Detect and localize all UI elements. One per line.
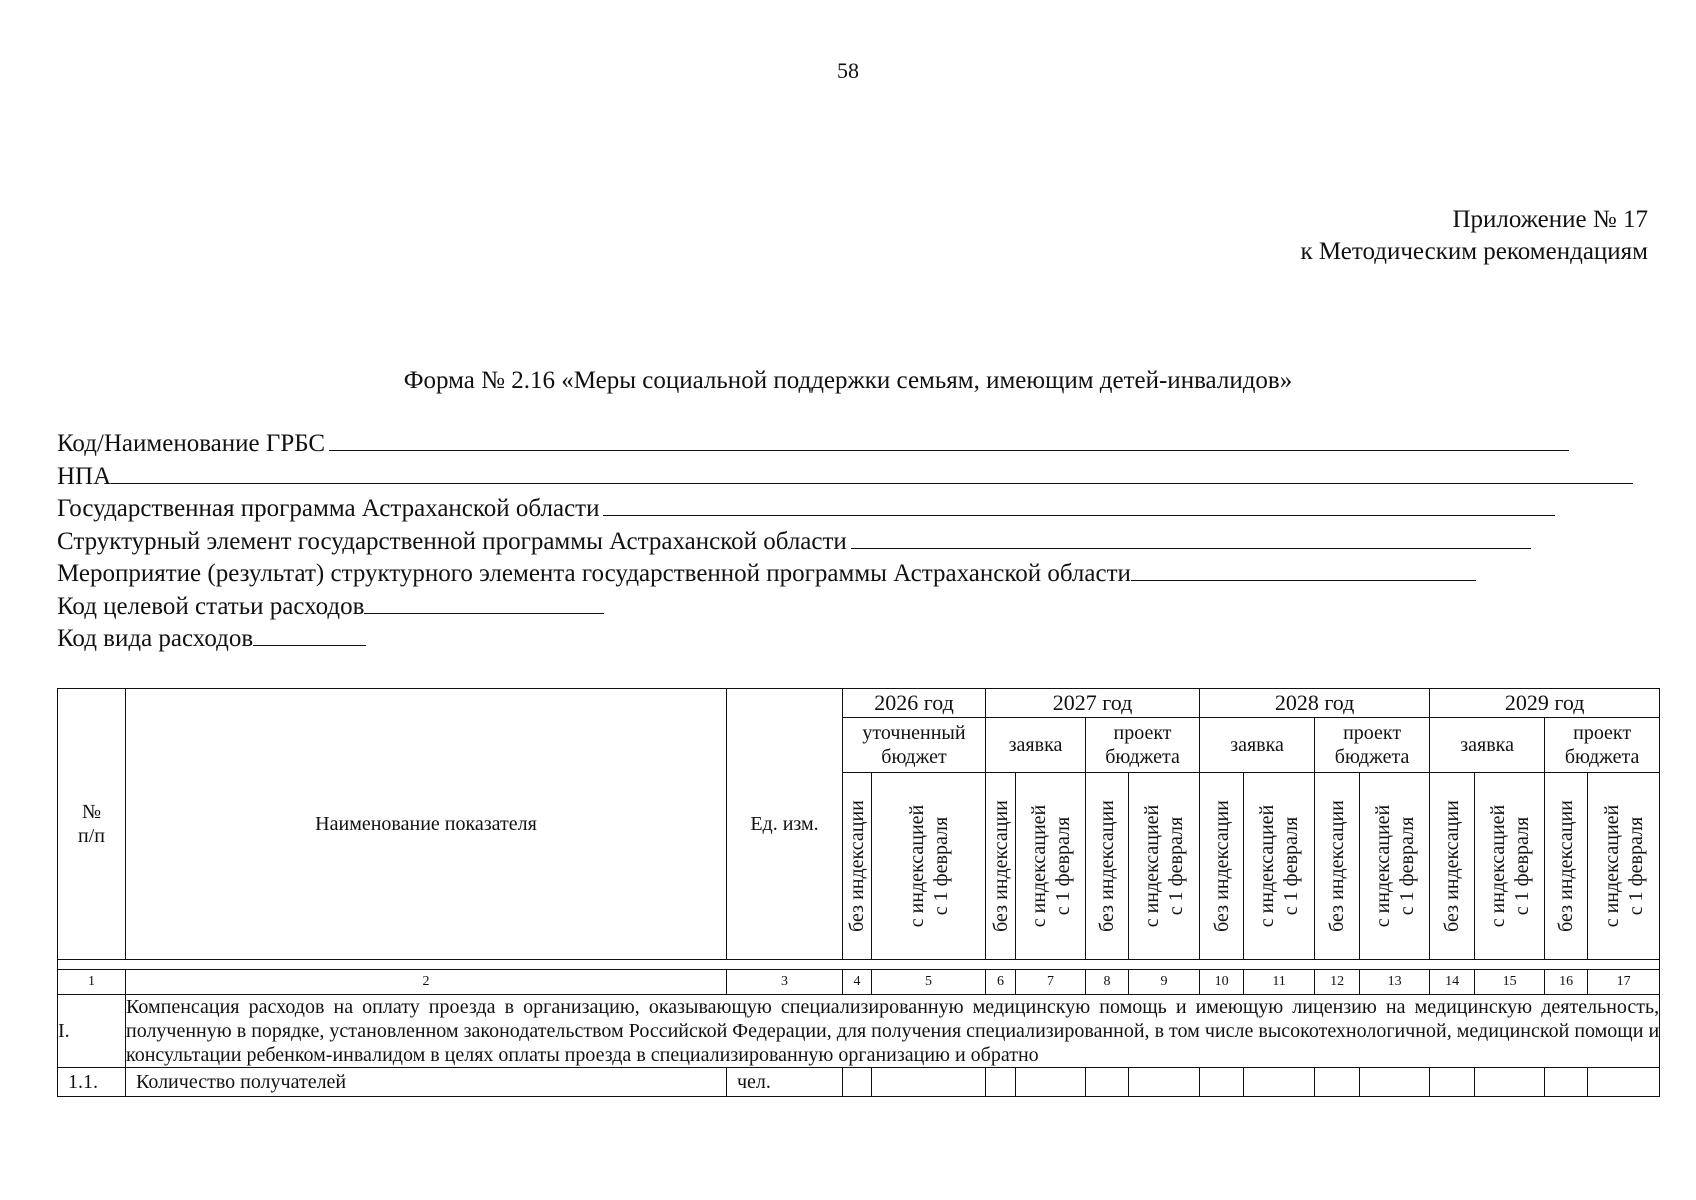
column-number: 12 [1315, 970, 1360, 995]
vertical-label: без индексации [1096, 800, 1119, 932]
value-cell[interactable] [843, 1068, 872, 1097]
field-npa-blank[interactable] [111, 461, 1633, 484]
header-year-2029: 2029 год [1430, 689, 1660, 718]
header-with-indexation [1475, 773, 1545, 960]
header-year-2028: 2028 год [1200, 689, 1430, 718]
vertical-label: без индексации [989, 800, 1012, 932]
column-number: 2 [126, 970, 727, 995]
vertical-label: без индексации [1326, 800, 1349, 932]
column-number: 13 [1360, 970, 1430, 995]
field-structural-element [57, 526, 1633, 559]
value-cell[interactable] [1016, 1068, 1086, 1097]
vertical-label-line-2: с 1 февраля [1051, 816, 1074, 916]
vertical-label: без индексации [846, 800, 868, 932]
column-number: 6 [986, 970, 1016, 995]
appendix-heading [1300, 204, 1648, 268]
field-grbs-blank[interactable] [329, 428, 1569, 451]
vertical-label [1600, 805, 1648, 928]
field-npa [57, 461, 1633, 494]
header-2026-refined-budget: уточненный бюджет [843, 718, 986, 773]
value-cell[interactable] [1360, 1068, 1430, 1097]
row-num: 1.1. [58, 1068, 126, 1097]
header-2029-request: заявка [1430, 718, 1545, 773]
vertical-label-line-1: с индексацией [1486, 804, 1509, 928]
vertical-label [1140, 805, 1188, 928]
vertical-label-line-2: с 1 февраля [1165, 816, 1188, 916]
column-number: 8 [1086, 970, 1129, 995]
vertical-label: без индексации [1441, 800, 1464, 932]
header-unit: Ед. изм. [727, 689, 843, 960]
value-cell[interactable] [1475, 1068, 1545, 1097]
vertical-label-line-1: с индексацией [1600, 804, 1623, 928]
field-target-code [57, 591, 1633, 624]
section-num: I. [58, 995, 126, 1068]
header-gap [58, 960, 1660, 970]
field-target-code-blank[interactable] [364, 591, 604, 614]
vertical-label [1486, 805, 1534, 928]
header-2028-project: проект бюджета [1315, 718, 1430, 773]
section-title: Компенсация расходов на оплату проезда в организацию, оказывающую специализированную медицинскую помощь и имеющую лицензию на медицинскую деятельность, полученную в порядке, установленном законодательством Российской Федерации, для получения специализированной, в том числе высокотехнологичной, медицинской помощи и консультации ребенком-инвалидом в целях оплаты проезда в специализированную организацию и обратно [126, 996, 1660, 1066]
header-2029-project: проект бюджета [1545, 718, 1660, 773]
column-number: 14 [1430, 970, 1475, 995]
value-cell[interactable] [1244, 1068, 1315, 1097]
field-expense-type [57, 623, 1633, 656]
vertical-label-line-1: с индексацией [1027, 804, 1050, 928]
value-cell[interactable] [1315, 1068, 1360, 1097]
vertical-label: без индексации [1555, 800, 1578, 932]
vertical-label [1255, 805, 1303, 928]
vertical-label-line-1: с индексацией [905, 804, 928, 928]
header-num: № п/п [58, 689, 126, 960]
vertical-label [1027, 805, 1075, 928]
header-with-indexation [1016, 773, 1086, 960]
appendix-line-1: Приложение № 17 [1452, 206, 1648, 233]
field-structural-element-blank[interactable] [851, 526, 1531, 549]
column-number: 15 [1475, 970, 1545, 995]
header-with-indexation [872, 773, 986, 960]
header-without-indexation [1315, 773, 1360, 960]
vertical-label-line-1: с индексацией [1371, 804, 1394, 928]
column-number: 7 [1016, 970, 1086, 995]
column-number: 16 [1545, 970, 1588, 995]
field-expense-type-label: Код вида расходов [57, 625, 254, 652]
header-2027-request: заявка [986, 718, 1086, 773]
field-program-blank[interactable] [603, 493, 1555, 516]
form-title: Форма № 2.16 «Меры социальной поддержки семьям, имеющим детей-инвалидов» [403, 367, 1293, 394]
header-without-indexation [1200, 773, 1244, 960]
column-number: 10 [1200, 970, 1244, 995]
header-without-indexation [843, 773, 872, 960]
field-target-code-label: Код целевой статьи расходов [57, 592, 365, 620]
value-cell[interactable] [1588, 1068, 1660, 1097]
form-fields [57, 428, 1633, 656]
indicators-table [57, 688, 1660, 1097]
row-name: Количество получателей [126, 1068, 727, 1097]
value-cell[interactable] [1200, 1068, 1244, 1097]
header-name: Наименование показателя [126, 689, 727, 960]
column-number: 5 [872, 970, 986, 995]
value-cell[interactable] [986, 1068, 1016, 1097]
field-event-blank[interactable] [1131, 558, 1476, 581]
vertical-label-line-2: с 1 февраля [929, 816, 952, 916]
header-with-indexation [1129, 773, 1200, 960]
column-number: 4 [843, 970, 872, 995]
vertical-label-line-2: с 1 февраля [1510, 816, 1533, 916]
page-number: 58 [837, 58, 859, 83]
value-cell[interactable] [1430, 1068, 1475, 1097]
value-cell[interactable] [1129, 1068, 1200, 1097]
value-cell[interactable] [872, 1068, 986, 1097]
field-structural-element-label: Структурный элемент государственной программы Астраханской области [57, 527, 847, 555]
vertical-label-line-2: с 1 февраля [1624, 816, 1647, 916]
column-number: 3 [727, 970, 843, 995]
field-program [57, 493, 1633, 526]
value-cell[interactable] [1545, 1068, 1588, 1097]
header-year-2027: 2027 год [986, 689, 1200, 718]
vertical-label-line-1: с индексацией [1141, 804, 1164, 928]
field-npa-label: НПА [57, 462, 112, 490]
header-year-2026: 2026 год [843, 689, 986, 718]
vertical-label-line-2: с 1 февраля [1395, 816, 1418, 916]
field-expense-type-blank[interactable] [253, 623, 366, 646]
header-2028-request: заявка [1200, 718, 1315, 773]
column-number: 9 [1129, 970, 1200, 995]
column-number: 17 [1588, 970, 1660, 995]
field-event-label: Мероприятие (результат) структурного элемента государственной программы Астраханской области [57, 560, 1131, 587]
header-with-indexation [1588, 773, 1660, 960]
header-without-indexation [1545, 773, 1588, 960]
field-event [57, 558, 1633, 591]
header-with-indexation [1244, 773, 1315, 960]
vertical-label: без индексации [1210, 800, 1233, 932]
header-without-indexation [986, 773, 1016, 960]
vertical-label [905, 805, 953, 928]
field-grbs-label: Код/Наименование ГРБС [57, 430, 326, 457]
column-number: 1 [58, 970, 126, 995]
header-without-indexation [1430, 773, 1475, 960]
value-cell[interactable] [1086, 1068, 1129, 1097]
vertical-label-line-1: с индексацией [1256, 804, 1279, 928]
column-number: 11 [1244, 970, 1315, 995]
field-program-label: Государственная программа Астраханской области [57, 495, 600, 522]
row-unit: чел. [727, 1068, 843, 1097]
vertical-label-line-2: с 1 февраля [1280, 816, 1303, 916]
vertical-label [1371, 805, 1419, 928]
appendix-line-2: к Методическим рекомендациям [1300, 238, 1648, 265]
field-grbs [57, 428, 1633, 461]
header-2027-project: проект бюджета [1086, 718, 1200, 773]
header-without-indexation [1086, 773, 1129, 960]
header-with-indexation [1360, 773, 1430, 960]
